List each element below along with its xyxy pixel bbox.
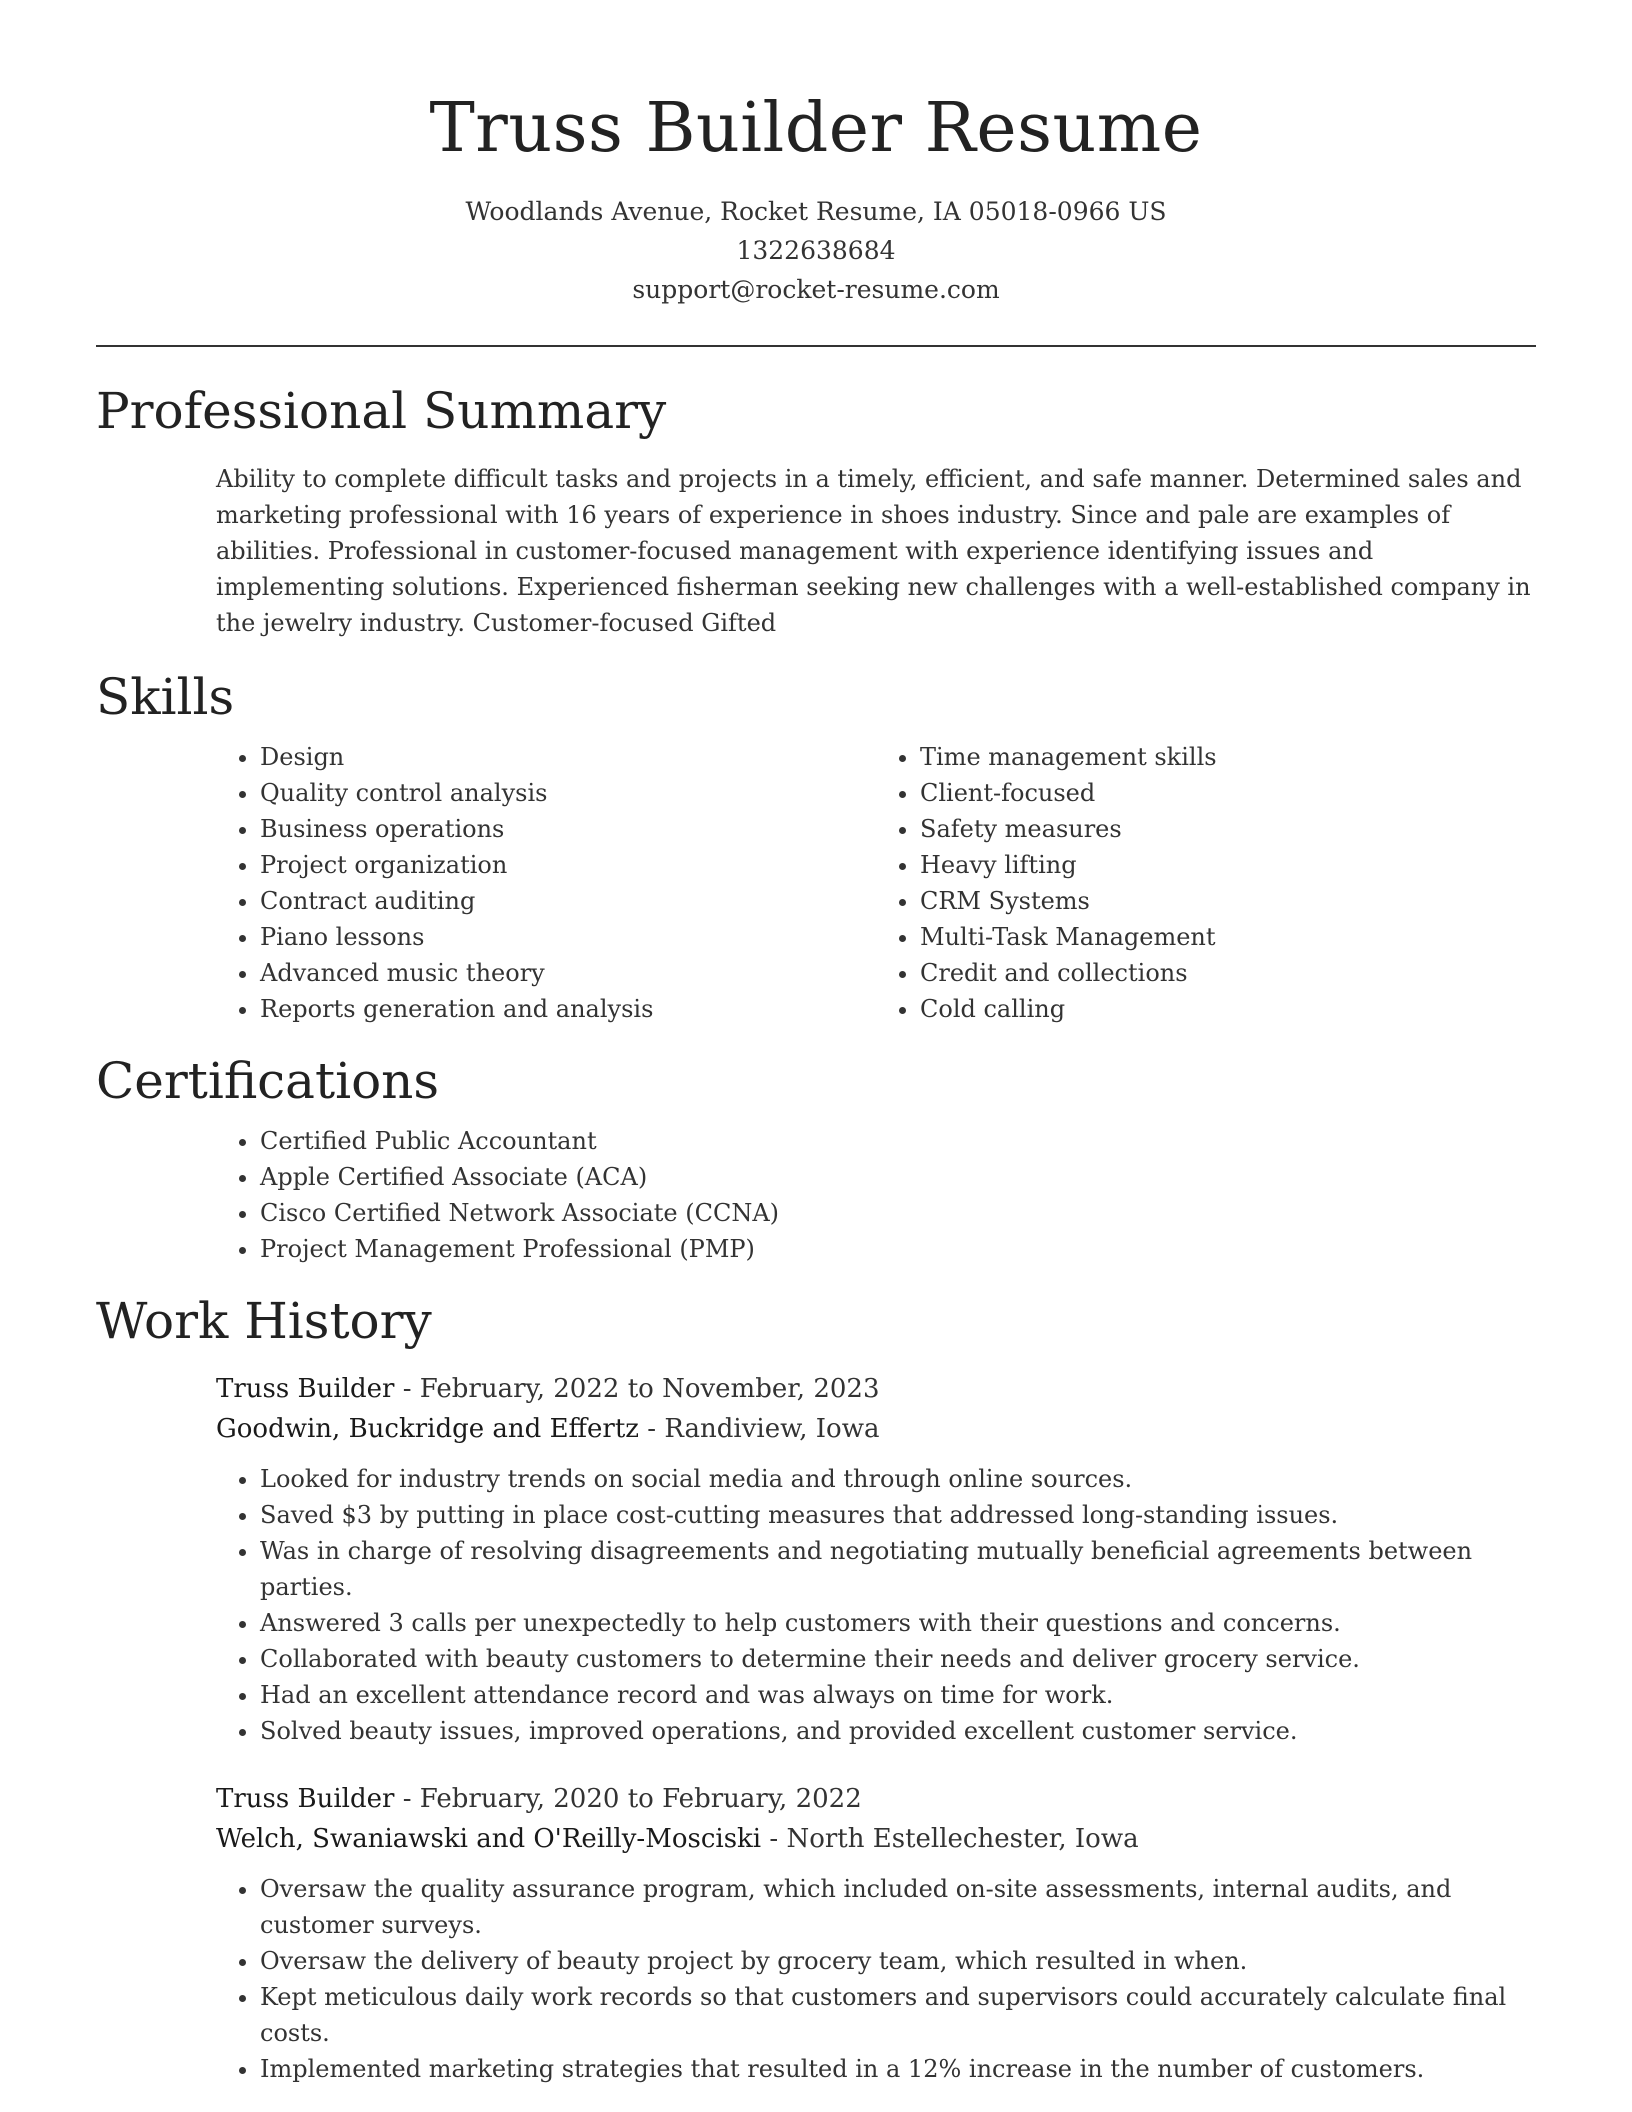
resume-title: Truss Builder Resume — [429, 89, 1203, 168]
skill-item: • Client-focused — [920, 775, 1536, 811]
contact-email: support@rocket-resume.com — [632, 275, 1000, 304]
skill-item: • Time management skills — [920, 739, 1536, 775]
skill-item: • Quality control analysis — [260, 775, 876, 811]
skill-item: • Reports generation and analysis — [260, 991, 876, 1027]
job-company: Welch, Swaniawski and O'Reilly-Mosciski — [216, 1824, 762, 1854]
job-bullets — [216, 1461, 1536, 1749]
contact-address: Woodlands Avenue, Rocket Resume, IA 05018-0966 US — [465, 197, 1167, 226]
job-dates-separator: - — [402, 1374, 420, 1404]
skills-columns — [96, 739, 1536, 1027]
job-location: North Estellechester, Iowa — [786, 1824, 1139, 1854]
skills-list-left — [96, 739, 876, 1027]
skill-item: • Heavy lifting — [920, 847, 1536, 883]
job-bullet: • Oversaw the delivery of beauty project by grocery team, which resulted in when. — [260, 1943, 1536, 1979]
resume-page — [96, 0, 1536, 2087]
job-bullet: • Looked for industry trends on social media and through online sources. — [260, 1461, 1536, 1497]
job-bullet: • Saved $3 by putting in place cost-cutting measures that addressed long-standing issues. — [260, 1497, 1536, 1533]
job-bullet: • Answered 3 calls per unexpectedly to help customers with their questions and concerns. — [260, 1605, 1536, 1641]
skill-item: • Business operations — [260, 811, 876, 847]
skill-item: • Cold calling — [920, 991, 1536, 1027]
job-bullet: • Solved beauty issues, improved operations, and provided excellent customer service. — [260, 1713, 1536, 1749]
job-title: Truss Builder — [216, 1374, 395, 1404]
job-company-line — [216, 1819, 1536, 1859]
skill-item: • Advanced music theory — [260, 955, 876, 991]
job-bullet: • Oversaw the quality assurance program, which included on-site assessments, internal audits, and customer surveys. — [260, 1871, 1536, 1943]
job-location-separator: - — [769, 1824, 787, 1854]
job-title: Truss Builder — [216, 1784, 395, 1814]
contact-phone: 1322638684 — [736, 236, 896, 265]
job-dates-separator: - — [402, 1784, 420, 1814]
header-divider — [96, 345, 1536, 347]
summary-text: Ability to complete difficult tasks and projects in a timely, efficient, and safe manner. Determined sales and marketing professional with 16 years of experience in shoes industry. Since and pale are examples of abilities. Professional in customer-focused management with experience identifying issues and implementing solutions. Experienced fisherman seeking new challenges with a well-established company in the jewelry industry. Customer-focused Gifted — [216, 465, 1531, 637]
job-title-line — [216, 1369, 1536, 1409]
skills-heading: Skills — [96, 668, 235, 726]
contact-block — [96, 192, 1536, 309]
work-history-heading: Work History — [96, 1292, 432, 1350]
certifications-heading: Certifications — [96, 1052, 440, 1110]
job-bullet: • Kept meticulous daily work records so that customers and supervisors could accurately calculate final costs. — [260, 1979, 1536, 2051]
job-bullet: • Was in charge of resolving disagreements and negotiating mutually beneficial agreements between parties. — [260, 1533, 1536, 1605]
job-location: Randiview, Iowa — [664, 1414, 880, 1444]
job-title-line — [216, 1779, 1536, 1819]
skill-item: • Credit and collections — [920, 955, 1536, 991]
skill-item: • Safety measures — [920, 811, 1536, 847]
job-company: Goodwin, Buckridge and Effertz — [216, 1414, 639, 1444]
job-bullet: • Implemented marketing strategies that resulted in a 12% increase in the number of customers. — [260, 2051, 1536, 2087]
certifications-list — [96, 1123, 1536, 1267]
job-company-line — [216, 1409, 1536, 1449]
job-dates: February, 2020 to February, 2022 — [419, 1784, 862, 1814]
job-bullets — [216, 1871, 1536, 2087]
job-bullet: • Collaborated with beauty customers to determine their needs and deliver grocery service. — [260, 1641, 1536, 1677]
certification-item: • Certified Public Accountant — [260, 1123, 1536, 1159]
skill-item: • CRM Systems — [920, 883, 1536, 919]
job-bullet: • Had an excellent attendance record and was always on time for work. — [260, 1677, 1536, 1713]
skill-item: • Multi-Task Management — [920, 919, 1536, 955]
job-dates: February, 2022 to November, 2023 — [419, 1374, 880, 1404]
job-entry — [216, 1779, 1536, 2087]
skill-item: • Project organization — [260, 847, 876, 883]
certification-item: • Cisco Certified Network Associate (CCNA) — [260, 1195, 1536, 1231]
certification-item: • Project Management Professional (PMP) — [260, 1231, 1536, 1267]
summary-heading: Professional Summary — [96, 382, 667, 440]
skill-item: • Piano lessons — [260, 919, 876, 955]
job-location-separator: - — [647, 1414, 665, 1444]
skill-item: • Contract auditing — [260, 883, 876, 919]
job-entry — [216, 1369, 1536, 1749]
skills-list-right — [876, 739, 1536, 1027]
certification-item: • Apple Certified Associate (ACA) — [260, 1159, 1536, 1195]
skill-item: • Design — [260, 739, 876, 775]
